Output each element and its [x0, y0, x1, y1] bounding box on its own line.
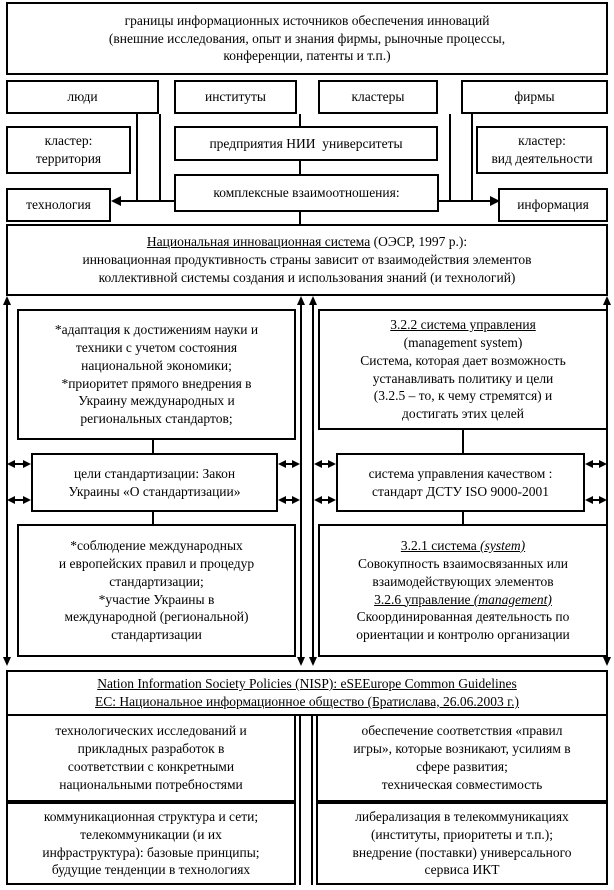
- liberalization-line4: сервиса ИКТ: [424, 862, 500, 878]
- national-innovation-system-box: [6, 224, 608, 296]
- nis-line2: инновационная продуктивность страны зависит от взаимодействия элементов: [82, 252, 532, 268]
- management-system-line1: (management system): [403, 334, 523, 350]
- adaptation-line3: национальной экономики;: [81, 357, 232, 373]
- liberalization-line1: либерализация в телекоммуникациях: [355, 808, 569, 824]
- research-line4: национальными потребностями: [59, 776, 243, 792]
- management-system-box: [318, 309, 608, 430]
- research-box: [6, 716, 296, 802]
- information-box: [498, 188, 608, 222]
- research-line2: прикладных разработок в: [77, 741, 225, 757]
- system-definition-box: [318, 524, 608, 657]
- nisp-line2: ЕС: Национальное информационное общество (Братислава, 26.06.2003 г.): [95, 694, 519, 709]
- adaptation-line1: *адаптация к достижениям науки и: [54, 321, 259, 337]
- complex-relations-label: комплексные взаимоотношения:: [213, 185, 400, 201]
- technology-box: [6, 188, 111, 222]
- clusters-box: [318, 80, 438, 114]
- system-line1: Совокупность взаимосвязанных или: [358, 555, 568, 571]
- technology-label: технология: [26, 197, 91, 213]
- management-system-line3: устанавливать политику и цели: [372, 370, 554, 386]
- adaptation-line6: региональных стандартов;: [80, 411, 233, 427]
- institutes-label: институты: [204, 89, 266, 105]
- complex-relations-box: [174, 174, 439, 212]
- liberalization-box: [316, 802, 608, 885]
- info-sources-line3: конференции, патенты и т.п.): [223, 48, 391, 64]
- goals-line2: Украины «О стандартизации»: [68, 483, 241, 499]
- system-line2: взаимодействующих элементов: [372, 573, 554, 589]
- cluster-activity-line1: кластер:: [518, 133, 566, 149]
- communication-line2: телекоммуникации (и их: [80, 826, 222, 842]
- communication-line3: инфраструктура): базовые принципы;: [42, 844, 260, 860]
- compliance-box: [17, 524, 296, 657]
- clusters-label: кластеры: [351, 89, 405, 105]
- enterprises-box: [174, 126, 438, 161]
- firms-label: фирмы: [514, 89, 555, 105]
- management-system-line4: (3.2.5 – то, к чему стремятся) и: [373, 388, 553, 404]
- communication-box: [6, 802, 296, 885]
- compliance-line3: стандартизации;: [109, 573, 204, 589]
- management-system-line5: достигать этих целей: [402, 406, 524, 422]
- management-system-line2: Система, которая дает возможность: [360, 352, 566, 368]
- enterprises-label: предприятия НИИ университеты: [209, 135, 403, 151]
- nisp-line1: Nation Information Society Policies (NISP): eSEEurope Common Guidelines: [97, 676, 517, 692]
- compliance-line1: *соблюдение международных: [70, 537, 243, 553]
- nisp-box: [6, 670, 608, 716]
- conformity-box: [316, 716, 608, 802]
- communication-line1: коммуникационная структура и сети;: [43, 808, 259, 824]
- research-line3: соответствии с конкретными: [67, 759, 235, 774]
- management-line2: ориентации и контролю организации: [356, 627, 570, 643]
- communication-line4: будущие тенденции в технологиях: [51, 862, 251, 878]
- info-sources-line1: границы информационных источников обеспечения инноваций: [124, 12, 490, 28]
- people-box: [6, 80, 159, 114]
- quality-management-box: [336, 453, 585, 512]
- liberalization-line2: (институты, приоритеты и т.п.);: [370, 826, 554, 842]
- conformity-line1: обеспечение соответствия «правил: [361, 723, 563, 739]
- compliance-line6: стандартизации: [111, 627, 202, 643]
- nis-line3: коллективной системы создания и использования знаний (и технологий): [98, 269, 516, 285]
- conformity-line3: сфере развития;: [416, 759, 508, 774]
- firms-box: [461, 80, 608, 114]
- quality-line1: система управления качеством :: [368, 465, 553, 481]
- cluster-territory-line2: территория: [35, 151, 102, 166]
- adaptation-box: [17, 309, 296, 440]
- standardization-goals-box: [31, 453, 278, 512]
- compliance-line4: *участие Украины в: [98, 591, 215, 607]
- management-title-en: (management): [473, 591, 552, 607]
- nis-title-suffix: (ОЭСР, 1997 р.):: [370, 234, 468, 250]
- conformity-line2: игры», которые возникают, усилиям в: [353, 741, 571, 757]
- research-line1: технологических исследований и: [55, 723, 247, 739]
- nis-title: Национальная инновационная система: [146, 234, 371, 250]
- cluster-territory-box: [6, 126, 131, 174]
- adaptation-line2: техники с учетом состояния: [75, 339, 238, 355]
- nis-title-line: [147, 233, 467, 251]
- information-label: информация: [517, 197, 589, 213]
- management-system-title: 3.2.2 система управления: [390, 316, 536, 332]
- management-line1: Скоординированная деятельность по: [356, 609, 570, 625]
- institutes-box: [174, 80, 297, 114]
- cluster-activity-line2: вид деятельности: [491, 151, 593, 166]
- quality-line2: стандарт ДСТУ ISO 9000-2001: [372, 483, 549, 499]
- adaptation-line4: *приоритет прямого внедрения в: [61, 375, 252, 391]
- compliance-line5: международной (региональной): [64, 609, 249, 625]
- management-title-line: [374, 591, 552, 609]
- system-title: 3.2.1 система: [400, 537, 481, 553]
- people-label: люди: [67, 89, 98, 105]
- cluster-territory-line1: кластер:: [44, 133, 93, 149]
- compliance-line2: и европейских правил и процедур: [58, 555, 255, 571]
- system-title-en: (system): [480, 537, 526, 553]
- adaptation-line5: Украину международных и: [78, 393, 235, 409]
- info-sources-box: [6, 2, 608, 75]
- info-sources-line2: (внешние исследования, опыт и знания фирмы, рыночные процессы,: [108, 30, 506, 46]
- liberalization-line3: внедрение (поставки) универсального: [352, 844, 572, 860]
- conformity-line4: техническая совместимость: [381, 776, 543, 792]
- system-title-line: [401, 537, 525, 555]
- cluster-activity-box: [476, 126, 608, 174]
- management-title: 3.2.6 управление: [374, 591, 474, 607]
- goals-line1: цели стандартизации: Закон: [73, 465, 236, 481]
